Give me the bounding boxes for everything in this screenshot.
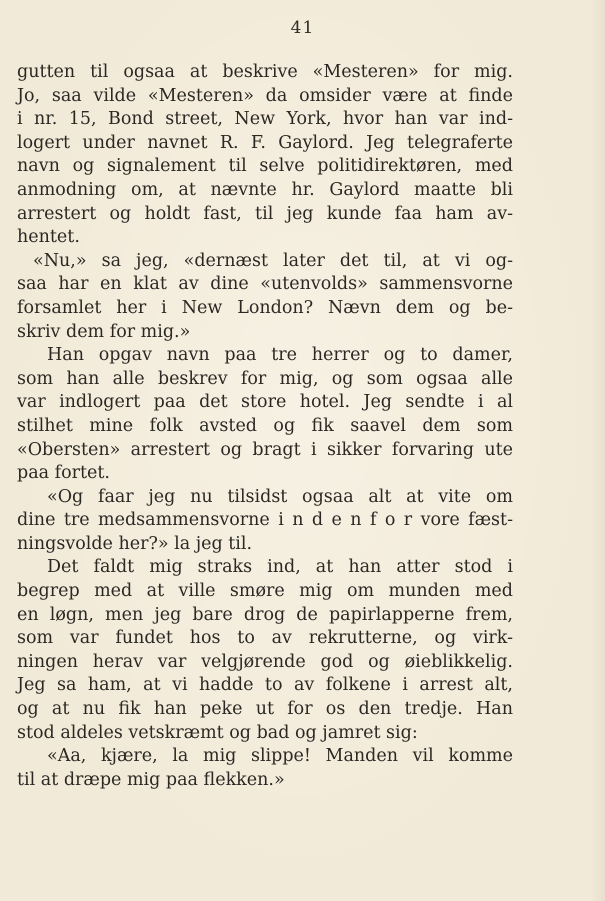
text-line: og at nu fik han peke ut for os den tredje. Han: [17, 699, 513, 720]
text-line: forsamlet her i New London? Nævn dem og be-: [17, 297, 513, 318]
text-line: var indlogert paa det store hotel. Jeg sendte i al: [17, 392, 513, 413]
text-line: saa har en klat av dine «utenvolds» sammensvorne: [17, 274, 513, 295]
text-line: hentet.: [17, 227, 80, 248]
text-line: begrep med at ville smøre mig om munden med: [17, 581, 513, 602]
text-line: «Nu,» sa jeg, «dernæst later det til, at vi og-: [33, 250, 513, 271]
text-line: dine tre medsammensvorne i n d e n f o r vore fæst-: [17, 510, 513, 531]
text-line: Jo, saa vilde «Mesteren» da omsider være at finde: [17, 85, 513, 106]
text-line: Det faldt mig straks ind, at han atter stod i: [47, 557, 513, 578]
text-line: «Aa, kjære, la mig slippe! Manden vil komme: [47, 746, 513, 767]
text-line: gutten til ogsaa at beskrive «Mesteren» for mig.: [17, 62, 513, 82]
text-line: i nr. 15, Bond street, New York, hvor han var ind-: [17, 109, 513, 130]
text-line: ningen herav var velgjørende god og øieblikkelig.: [17, 651, 513, 672]
text-line: «Og faar jeg nu tilsidst ogsaa alt at vite om: [47, 486, 513, 507]
text-line: «Obersten» arrestert og bragt i sikker forvaring ute: [17, 439, 513, 460]
page-number: 41: [290, 18, 315, 38]
text-line: som han alle beskrev for mig, og som ogsaa alle: [17, 368, 513, 389]
text-line: til at dræpe mig paa flekken.»: [17, 769, 285, 790]
text-line: anmodning om, at nævnte hr. Gaylord maatte bli: [17, 179, 513, 200]
text-line: navn og signalement til selve politidirektøren, med: [17, 156, 513, 177]
text-line: skriv dem for mig.»: [17, 321, 191, 342]
text-line: logert under navnet R. F. Gaylord. Jeg telegraferte: [17, 132, 513, 153]
text-line: stilhet mine folk avsted og fik saavel dem som: [17, 415, 513, 436]
text-line: stod aldeles vetskræmt og bad og jamret sig:: [17, 722, 418, 743]
text-line: paa fortet.: [17, 463, 110, 484]
text-line: Han opgav navn paa tre herrer og to damer,: [47, 345, 513, 366]
text-line: arrestert og holdt fast, til jeg kunde faa ham av-: [17, 203, 513, 224]
body-text: [17, 61, 513, 792]
page-edge-shadow: [591, 0, 605, 901]
text-line: Jeg sa ham, at vi hadde to av folkene i arrest alt,: [17, 675, 513, 696]
text-line: en løgn, men jeg bare drog de papirlapperne frem,: [17, 604, 513, 625]
text-line: som var fundet hos to av rekrutterne, og virk-: [17, 628, 513, 649]
text-line: ningsvolde her?» la jeg til.: [17, 533, 253, 554]
